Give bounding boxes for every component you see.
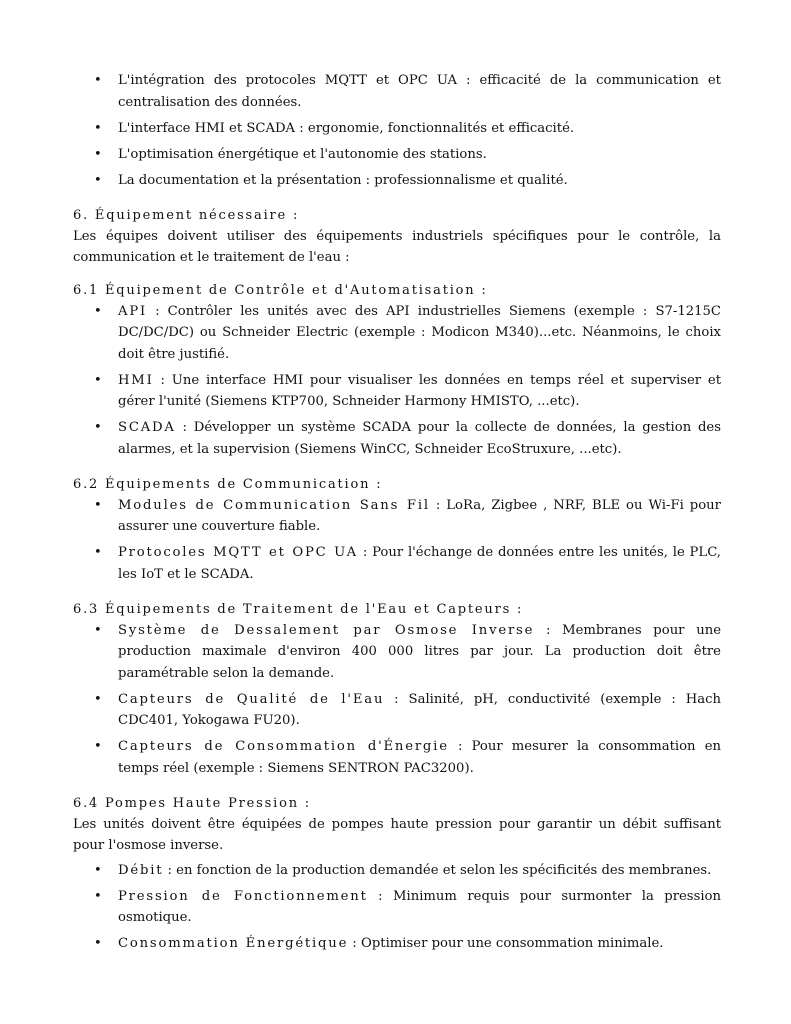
list-item (73, 689, 721, 732)
item-label: Consommation Énergétique (118, 936, 349, 951)
item-text: : LoRa, Zigbee , NRF, BLE ou Wi-Fi pour assurer une couverture fiable. (118, 497, 721, 534)
bullet-icon: • (94, 545, 102, 560)
item-label: Débit (118, 862, 164, 878)
bullet-icon: • (94, 120, 102, 136)
item-text: : Minimum requis pour surmonter la pression osmotique. (118, 888, 721, 925)
bullet-icon: • (94, 372, 102, 388)
item-text: : Pour l'échange de données entre les unités, le PLC, les IoT et le SCADA. (118, 545, 721, 582)
item-text: : Contrôler les unités avec des API industrielles Siemens (exemple : S7-1215C DC/DC/DC) ou Schneider Electric (exemple : Modicon M340)...etc. Néanmoins, le choix doit être justifié. (118, 303, 721, 362)
list-item (73, 301, 721, 366)
item-label: Capteurs de Qualité de l'Eau (118, 691, 385, 707)
list-item (73, 542, 721, 585)
item-label: SCADA (118, 420, 176, 435)
item-label: HMI (118, 372, 154, 388)
item-label: Capteurs de Consommation d'Énergie (118, 739, 449, 754)
section-6-3-list (73, 620, 721, 780)
list-item (73, 736, 721, 779)
item-text: : Optimiser pour une consommation minimale. (348, 936, 664, 951)
list-item (73, 144, 721, 166)
list-item-text: L'intégration des protocoles MQTT et OPC UA : efficacité de la communication et centralisation des données. (118, 73, 721, 110)
section-6-4-heading: 6.4 Pompes Haute Pression : (73, 795, 311, 811)
section-6-heading: 6. Équipement nécessaire : (73, 207, 300, 223)
item-label: Protocoles MQTT et OPC UA (118, 545, 358, 560)
intro-bullet-list (73, 70, 721, 191)
section-6-4-list (73, 860, 721, 955)
item-text: : Pour mesurer la consommation en temps réel (exemple : Siemens SENTRON PAC3200). (118, 739, 721, 776)
list-item (73, 886, 721, 929)
bullet-icon: • (94, 936, 102, 951)
list-item-text: La documentation et la présentation : professionnalisme et qualité. (118, 172, 568, 188)
bullet-icon: • (94, 420, 102, 435)
section-6-2-list (73, 495, 721, 586)
section-6-3-heading: 6.3 Équipements de Traitement de l'Eau et Capteurs : (73, 601, 524, 617)
item-text: : Salinité, pH, conductivité (exemple : Hach CDC401, Yokogawa FU20). (118, 691, 721, 728)
section-6-1-list (73, 301, 721, 461)
list-item-text: L'optimisation énergétique et l'autonomie des stations. (118, 146, 487, 162)
section-6-1-heading: 6.1 Équipement de Contrôle et d'Automatisation : (73, 282, 488, 298)
bullet-icon: • (94, 622, 102, 638)
item-label: Système de Dessalement par Osmose Inverse (118, 622, 535, 638)
list-item (73, 860, 721, 882)
bullet-icon: • (94, 73, 102, 88)
list-item (73, 370, 721, 413)
list-item (73, 620, 721, 685)
bullet-icon: • (94, 146, 102, 162)
list-item (73, 170, 721, 192)
bullet-icon: • (94, 888, 102, 904)
item-label: API (118, 303, 148, 319)
section-6-2-heading: 6.2 Équipements de Communication : (73, 476, 383, 492)
bullet-icon: • (94, 303, 102, 319)
list-item (73, 417, 721, 460)
section-6-4-paragraph: Les unités doivent être équipées de pompes haute pression pour garantir un débit suffisant pour l'osmose inverse. (73, 816, 721, 853)
list-item (73, 118, 721, 140)
bullet-icon: • (94, 691, 102, 707)
list-item (73, 70, 721, 113)
bullet-icon: • (94, 172, 102, 188)
item-text: : Membranes pour une production maximale d'environ 400 000 litres par jour. La production doit être paramétrable selon la demande. (118, 622, 721, 681)
bullet-icon: • (94, 497, 102, 513)
item-text: : en fonction de la production demandée et selon les spécificités des membranes. (163, 862, 712, 878)
bullet-icon: • (94, 862, 102, 878)
bullet-icon: • (94, 739, 102, 754)
list-item (73, 933, 721, 955)
section-6-paragraph: Les équipes doivent utiliser des équipements industriels spécifiques pour le contrôle, la communication et le traitement de l'eau : (73, 228, 721, 265)
item-text: : Une interface HMI pour visualiser les données en temps réel et superviser et gérer l'unité (Siemens KTP700, Schneider Harmony HMISTO, ...etc). (118, 372, 721, 409)
list-item (73, 495, 721, 538)
item-label: Modules de Communication Sans Fil (118, 497, 430, 513)
item-label: Pression de Fonctionnement (118, 888, 368, 904)
document-page (73, 70, 721, 959)
item-text: : Développer un système SCADA pour la collecte de données, la gestion des alarmes, et la supervision (Siemens WinCC, Schneider EcoStruxure, ...etc). (118, 420, 721, 457)
list-item-text: L'interface HMI et SCADA : ergonomie, fonctionnalités et efficacité. (118, 120, 575, 136)
